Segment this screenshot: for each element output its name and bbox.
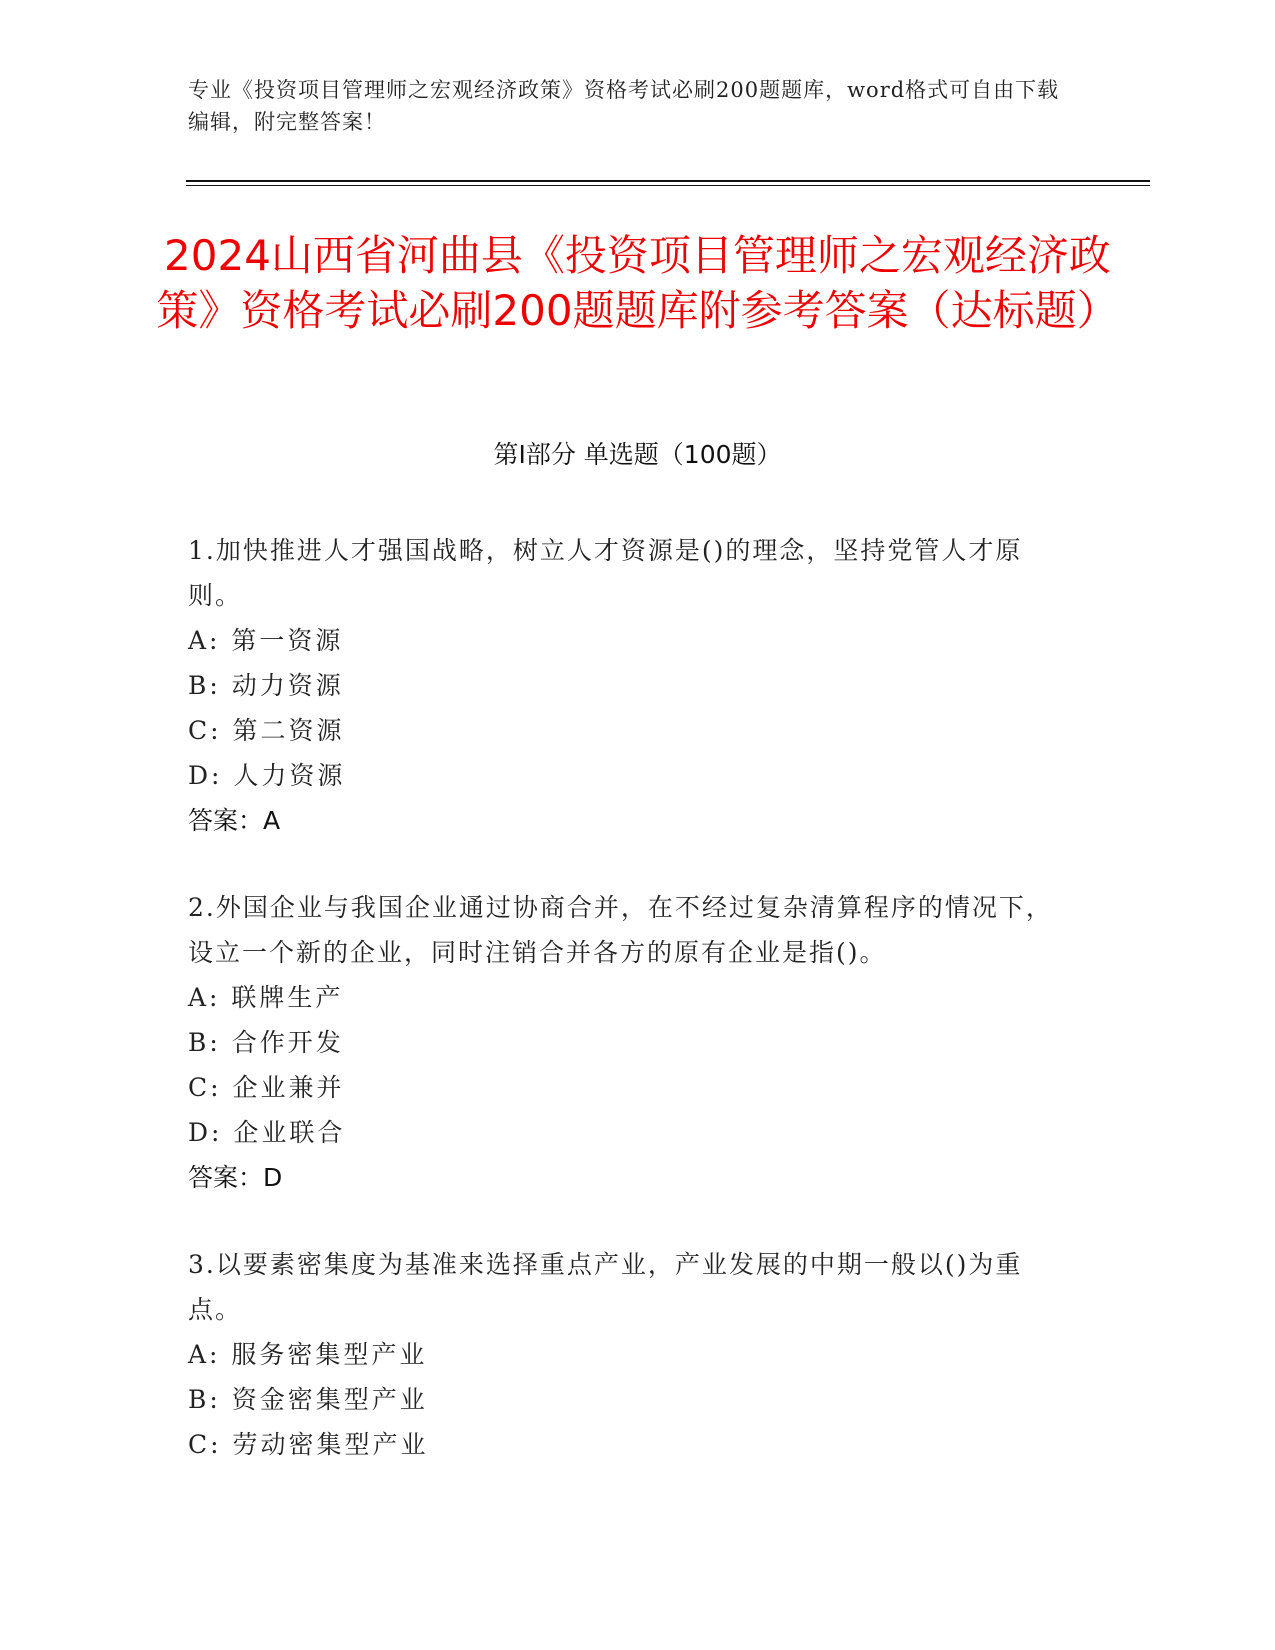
question-stem: 2.外国企业与我国企业通过协商合并，在不经过复杂清算程序的情况下，设立一个新的企业，同时注销合并各方的原有企业是指()。	[188, 893, 1053, 967]
question-stem: 1.加快推进人才强国战略，树立人才资源是()的理念，坚持党管人才原则。	[188, 536, 1023, 610]
question-3	[188, 1242, 1068, 1467]
header-divider-thick	[186, 180, 1150, 182]
option-b: B: 资金密集型产业	[188, 1385, 428, 1414]
question-1	[188, 528, 1068, 843]
option-a: A: 服务密集型产业	[188, 1340, 428, 1369]
option-a: A: 联牌生产	[188, 983, 344, 1012]
answer: 答案：A	[188, 806, 281, 835]
header-divider-thin	[186, 185, 1150, 186]
option-d: D: 人力资源	[188, 761, 346, 790]
option-b: B: 合作开发	[188, 1028, 344, 1057]
option-c: C: 企业兼并	[188, 1073, 345, 1102]
option-c: C: 劳动密集型产业	[188, 1430, 429, 1459]
question-stem: 3.以要素密集度为基准来选择重点产业，产业发展的中期一般以()为重点。	[188, 1250, 1023, 1324]
option-a: A: 第一资源	[188, 626, 344, 655]
section-title: 第Ⅰ部分 单选题（100题）	[493, 440, 782, 469]
document-title: 2024山西省河曲县《投资项目管理师之宏观经济政策》资格考试必刷200题题库附参考答案（达标题）	[156, 231, 1119, 335]
option-d: D: 企业联合	[188, 1118, 346, 1147]
header-note: 专业《投资项目管理师之宏观经济政策》资格考试必刷200题题库，word格式可自由下载编辑，附完整答案！	[188, 78, 1060, 134]
question-2	[188, 885, 1068, 1200]
option-c: C: 第二资源	[188, 716, 345, 745]
question-list	[188, 528, 1068, 1509]
answer: 答案：D	[188, 1163, 283, 1192]
option-b: B: 动力资源	[188, 671, 344, 700]
